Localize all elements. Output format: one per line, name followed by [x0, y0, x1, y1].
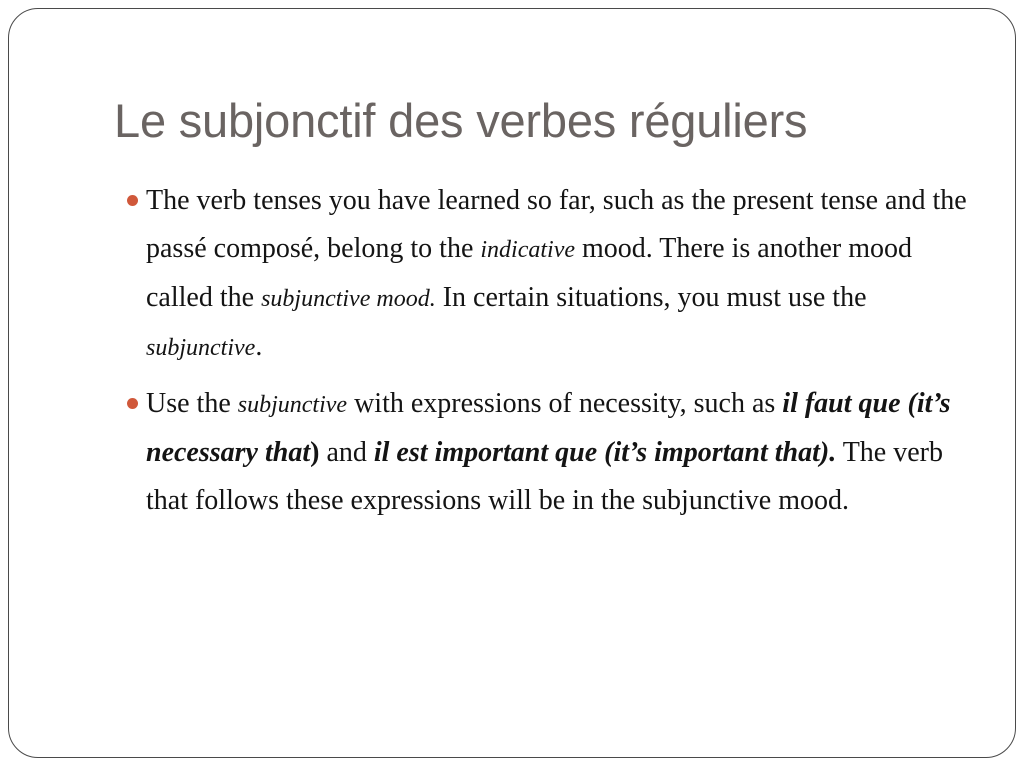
- bullet-text: The verb that follows these expressions will be in the subjunctive mood.: [146, 437, 943, 516]
- slide-frame: [8, 8, 1016, 758]
- term-subjunctive: subjunctive: [237, 392, 348, 418]
- bullet-text: mood. There is another mood called the: [146, 233, 912, 313]
- term-subjunctive: subjunctive: [146, 335, 256, 361]
- bullet-text: and: [319, 437, 374, 468]
- term-indicative: indicative: [480, 237, 576, 263]
- expression-il-faut-que: il faut que (it’s necessary that: [146, 388, 951, 468]
- bullet-dot-icon: [127, 195, 138, 206]
- bullet-dot-icon: [127, 398, 138, 409]
- bullet-text: with expressions of necessity, such as: [347, 388, 783, 419]
- slide-title: Le subjonctif des verbes réguliers: [114, 94, 808, 147]
- bullet-list: [127, 177, 967, 533]
- term-subjunctive-mood: subjunctive mood.: [261, 286, 436, 312]
- bullet-text: The verb tenses you have learned so far, such as the present tense and the passé composé, belong to the: [146, 185, 967, 264]
- bullet-text: .: [255, 331, 263, 362]
- bullet-item-indicative: [127, 177, 967, 372]
- bullet-text: In certain situations, you must use the: [435, 282, 867, 313]
- bullet-text: Use the: [146, 388, 238, 419]
- expression-il-est-important-que: il est important que (it’s important that).: [373, 437, 837, 468]
- bullet-item-subjunctive-use: [127, 380, 967, 525]
- closing-paren: ): [310, 437, 320, 468]
